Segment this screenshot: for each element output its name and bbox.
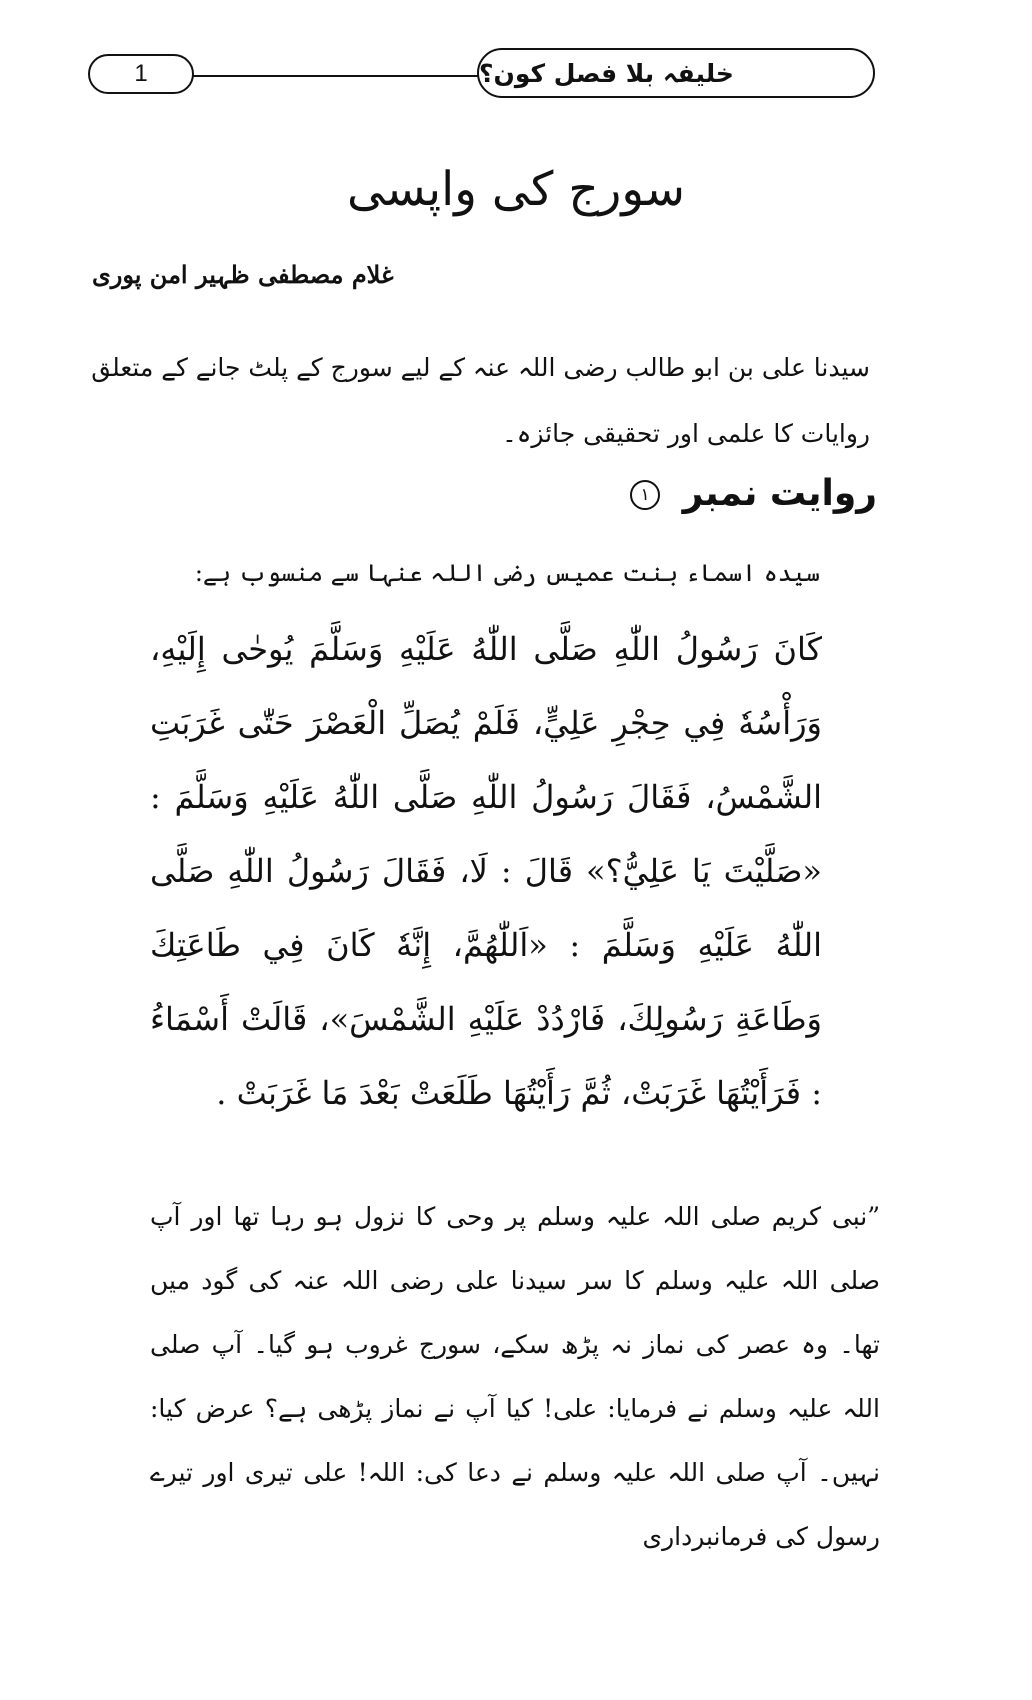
author-name: غلام مصطفی ظہیر امن پوری [92, 260, 394, 289]
urdu-translation: ”نبی کریم صلی اللہ علیہ وسلم پر وحی کا نزول ہو رہا تھا اور آپ صلی اللہ علیہ وسلم کا سر سیدنا علی رضی اللہ عنہ کی گود میں تھا۔ وہ عصر کی نماز نہ پڑھ سکے، سورج غروب ہو گیا۔ آپ صلی اللہ علیہ وسلم نے فرمایا: علی! کیا آپ نے نماز پڑھی ہے؟ عرض کیا: نہیں۔ آپ صلی اللہ علیہ وسلم نے دعا کی: اللہ! علی تیری اور تیرے رسول کی فرمانبرداری [150, 1202, 880, 1551]
narration-attribution: سیدہ اسماء بنت عمیس رضی اللہ عنہا سے منسوب ہے: [194, 559, 820, 587]
intro-paragraph: سیدنا علی بن ابو طالب رضی اللہ عنہ کے لیے سورج کے پلٹ جانے کے متعلق روایات کا علمی اور تحقیقی جائزہ۔ [91, 353, 870, 448]
section-heading [600, 470, 877, 518]
running-header-title: خلیفہ بلا فصل کون؟ [477, 48, 875, 98]
narration-number-badge: ١ [630, 480, 660, 510]
article-title: سورج کی واپسی [346, 162, 686, 217]
section-heading-label: روایت نمبر [682, 473, 877, 514]
header-rule [182, 75, 482, 77]
page-number: 1 [88, 54, 194, 94]
arabic-hadith-text: كَانَ رَسُولُ اللّٰهِ صَلَّى اللّٰهُ عَلَيْهِ وَسَلَّمَ يُوحٰى إِلَيْهِ، وَرَأْسُهٗ فِي حِجْرِ عَلِيٍّ، فَلَمْ يُصَلِّ الْعَصْرَ حَتّٰى غَرَبَتِ الشَّمْسُ، فَقَالَ رَسُولُ اللّٰهِ صَلَّى اللّٰهُ عَلَيْهِ وَسَلَّمَ : «صَلَّيْتَ يَا عَلِيُّ؟» قَالَ : لَا، فَقَالَ رَسُولُ اللّٰهِ صَلَّى اللّٰهُ عَلَيْهِ وَسَلَّمَ : «اَللّٰهُمَّ، إِنَّهٗ كَانَ فِي طَاعَتِكَ وَطَاعَةِ رَسُولِكَ، فَارْدُدْ عَلَيْهِ الشَّمْسَ»، قَالَتْ أَسْمَاءُ : فَرَأَيْتُهَا غَرَبَتْ، ثُمَّ رَأَيْتُهَا طَلَعَتْ بَعْدَ مَا غَرَبَتْ . [150, 630, 822, 1112]
